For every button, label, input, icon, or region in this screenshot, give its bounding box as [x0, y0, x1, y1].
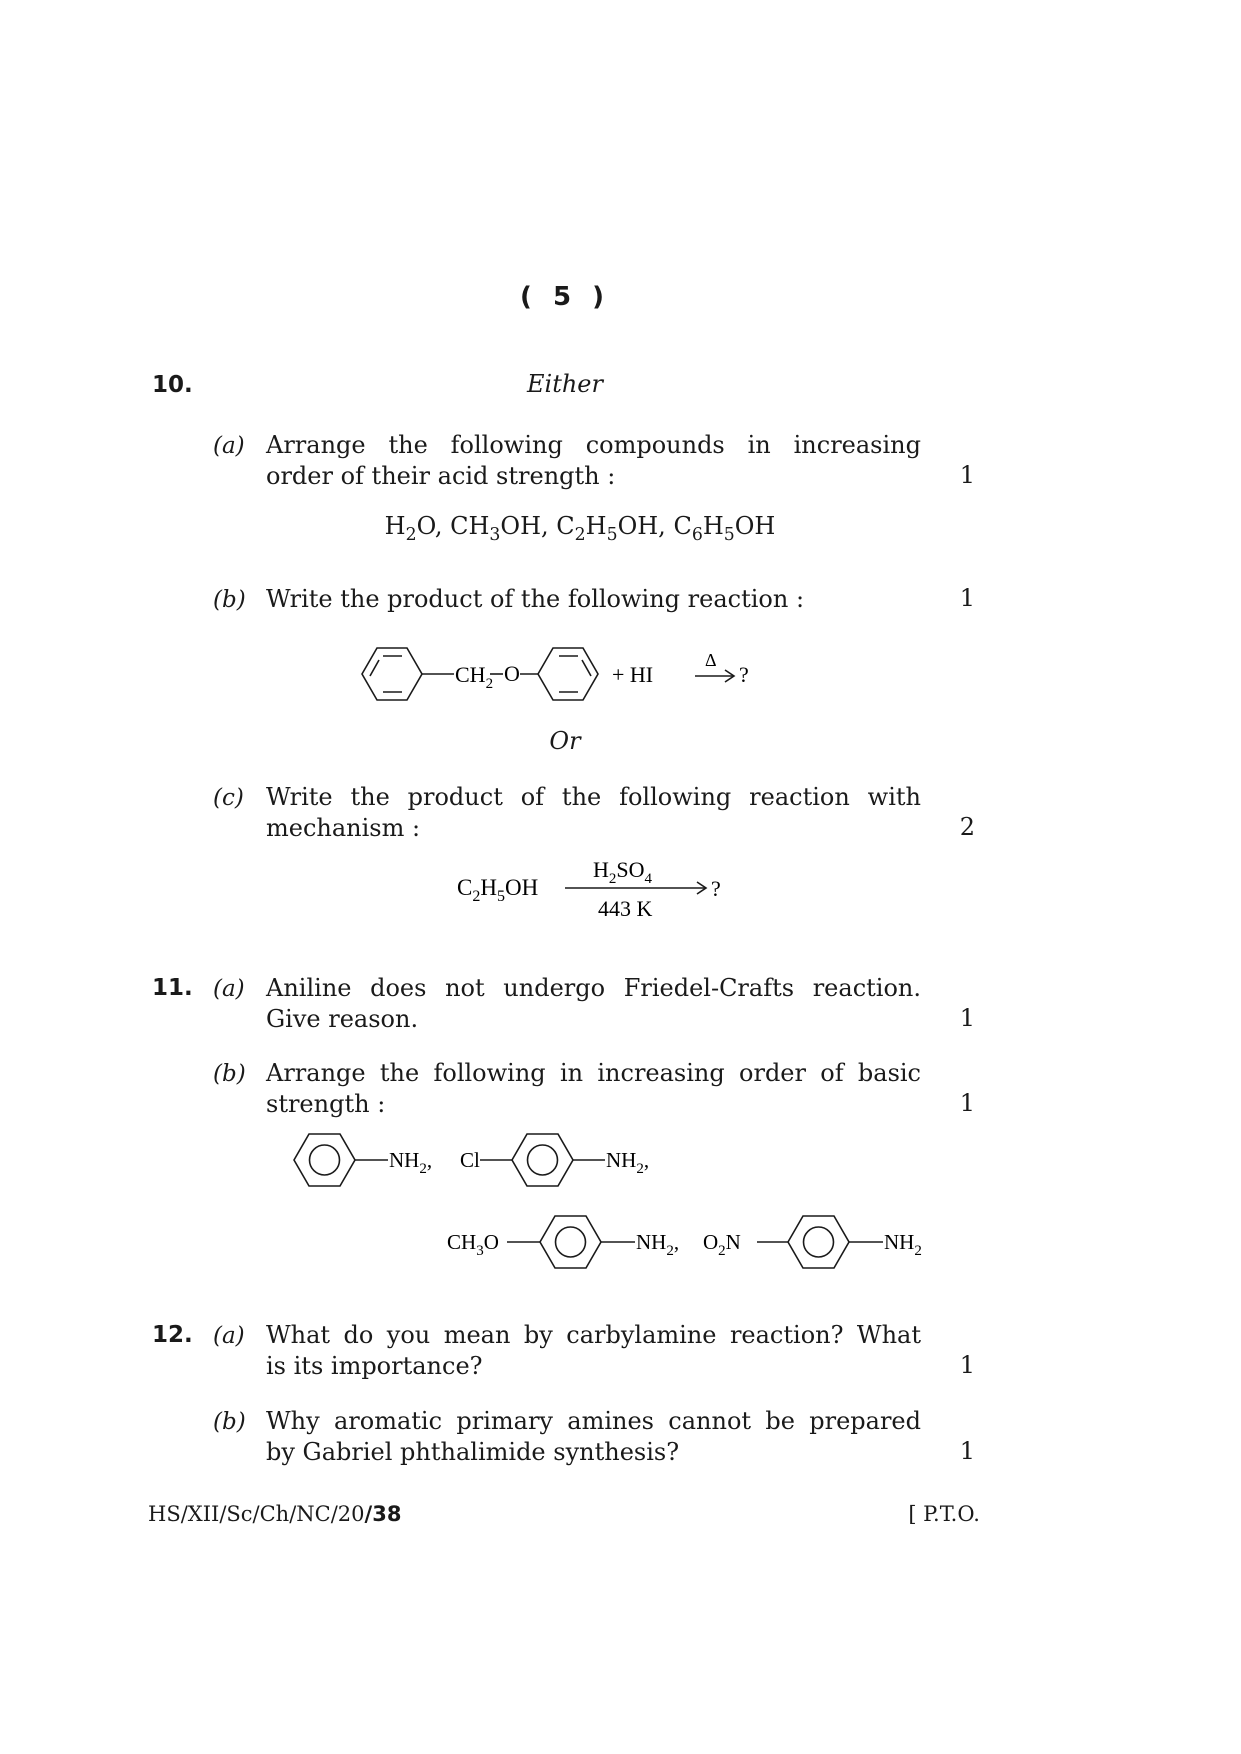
nitroaniline-nh2: $NH_2$: [884, 1230, 922, 1259]
temperature-label: 443 K: [598, 896, 653, 921]
question-12-number: 12.: [152, 1322, 193, 1348]
q10c-label: (c): [213, 785, 244, 811]
q11b-label: (b): [213, 1061, 246, 1087]
q12a-label: (a): [213, 1323, 245, 1349]
q10b-label: (b): [213, 587, 246, 613]
q12b-marks: 1: [959, 1437, 975, 1465]
page-number: ( 5 ): [520, 282, 610, 312]
q12b-line2: by Gabriel phthalimide synthesis?: [266, 1438, 680, 1466]
svg-text:C2H5OH: $C_2H_5OH$: [457, 875, 539, 905]
q10a-formula: $H_2O$, $CH_3OH$, $C_2H_5OH$, $C_6H_5OH$: [384, 512, 776, 546]
q10b-line1: Write the product of the following reaction :: [266, 585, 805, 613]
q10c-line2: mechanism :: [266, 814, 421, 842]
paper-code: HS/XII/Sc/Ch/NC/20/38: [148, 1502, 402, 1526]
heat-symbol: Δ: [705, 650, 717, 670]
q10a-line1: Arrange the following compounds in increasing: [266, 431, 921, 459]
aniline-nh2: $NH_2$,: [389, 1148, 433, 1177]
q11b-marks: 1: [959, 1089, 975, 1117]
nitro-substituent: $O_2N$: [703, 1230, 741, 1259]
benzene-ring-icon: [788, 1216, 849, 1268]
q11b-line1: Arrange the following in increasing order of basic: [266, 1059, 921, 1087]
product-question: ?: [711, 876, 721, 901]
or-label: Or: [549, 727, 581, 755]
q10c-marks: 2: [959, 813, 975, 841]
q10a-line2: order of their acid strength :: [266, 462, 616, 490]
q11a-line1: Aniline does not undergo Friedel-Crafts reaction.: [266, 974, 921, 1002]
q12a-text: [266, 1320, 921, 1382]
question-11-number: 11.: [152, 975, 193, 1001]
q10a-label: (a): [213, 433, 245, 459]
q10c-line1: Write the product of the following reaction with: [266, 783, 921, 811]
q12a-line1: What do you mean by carbylamine reaction? What: [266, 1321, 921, 1349]
q11a-marks: 1: [959, 1004, 975, 1032]
oxygen-link: O: [504, 661, 520, 686]
benzene-ring-icon: [294, 1134, 355, 1186]
q12a-marks: 1: [959, 1351, 975, 1379]
benzene-ring-icon: [540, 1216, 601, 1268]
ch2-group: $CH_2$: [455, 662, 494, 692]
q11a-text: [266, 973, 921, 1035]
either-label: Either: [527, 370, 603, 398]
q11a-label: (a): [213, 976, 245, 1002]
q11b-line2: strength :: [266, 1090, 386, 1118]
q11b-text: [266, 1058, 921, 1120]
pto-label: [ P.T.O.: [908, 1502, 980, 1526]
question-10-number: 10.: [152, 372, 193, 398]
reagent-h2so4: $H_2SO_4$: [593, 857, 653, 887]
amine-structures-row-2: [445, 1205, 945, 1275]
chloroaniline-nh2: $NH_2$,: [606, 1148, 650, 1177]
q12b-line1: Why aromatic primary amines cannot be prepared: [266, 1407, 921, 1435]
q10b-reaction-structure: [355, 636, 775, 712]
q12b-label: (b): [213, 1409, 246, 1435]
amine-structures-row-1: [290, 1125, 690, 1195]
q11a-line2: Give reason.: [266, 1005, 419, 1033]
reagent-hi: + HI: [612, 662, 654, 687]
methoxy-substituent: $CH_3O$: [447, 1230, 499, 1259]
q10a-marks: 1: [959, 461, 975, 489]
q10b-text: [266, 584, 826, 615]
q10c-reaction: [455, 855, 755, 925]
q10c-text: [266, 782, 921, 844]
benzene-ring-icon: [512, 1134, 573, 1186]
methoxyaniline-nh2: $NH_2$,: [636, 1230, 680, 1259]
q12a-line2: is its importance?: [266, 1352, 483, 1380]
q12b-text: [266, 1406, 921, 1468]
product-question: ?: [739, 662, 749, 687]
q10b-marks: 1: [959, 584, 975, 612]
chloro-substituent: Cl: [460, 1148, 480, 1172]
q10a-text: [266, 430, 921, 492]
